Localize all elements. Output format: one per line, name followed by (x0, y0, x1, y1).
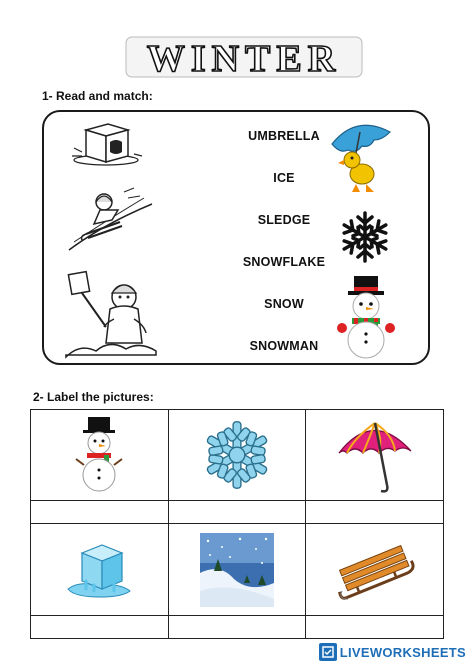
match-word-snowflake[interactable]: SNOWFLAKE (242, 255, 326, 269)
match-box (42, 110, 430, 365)
answer-field-4[interactable] (31, 615, 169, 638)
answer-field-1[interactable] (31, 501, 169, 524)
picture-cell-snow (168, 524, 306, 615)
snow-scene-icon (200, 533, 274, 607)
answer-field-2[interactable] (168, 501, 306, 524)
match-word-umbrella[interactable]: UMBRELLA (248, 129, 320, 143)
answer-field-6[interactable] (306, 615, 444, 638)
label-table (30, 409, 444, 639)
snowflake-black-icon[interactable] (338, 210, 392, 264)
match-word-sledge[interactable]: SLEDGE (257, 213, 311, 227)
match-word-snowman[interactable]: SNOWMAN (249, 339, 319, 353)
match-word-ice[interactable]: ICE (273, 171, 295, 185)
umbrella-duck-icon[interactable] (326, 118, 396, 196)
worksheet-title (124, 33, 364, 81)
brand-name: LIVEWORKSHEETS (339, 644, 466, 660)
ice-cube-color-icon (64, 539, 134, 601)
shovelling-snow-icon[interactable] (62, 267, 158, 362)
answer-field-3[interactable] (306, 501, 444, 524)
snowflake-icon (198, 416, 276, 494)
ice-cube-icon[interactable] (66, 118, 144, 168)
section2-heading: 2- Label the pictures: (33, 390, 154, 404)
picture-cell-umbrella (306, 410, 444, 501)
picture-cell-snowflake (168, 410, 306, 501)
match-word-snow[interactable]: SNOW (264, 297, 304, 311)
snowman-color-icon[interactable] (334, 274, 398, 360)
picture-cell-ice (31, 524, 169, 615)
umbrella-icon (333, 415, 417, 495)
liveworksheets-logo-icon (319, 643, 337, 661)
title-text: WINTER (146, 38, 342, 80)
sledging-kid-icon[interactable] (64, 184, 154, 254)
answer-field-5[interactable] (168, 615, 306, 638)
snowman-icon (74, 415, 124, 495)
picture-cell-sledge (306, 524, 444, 615)
sledge-icon (332, 537, 418, 603)
section1-heading: 1- Read and match: (42, 89, 153, 103)
footer-brand (319, 641, 466, 663)
picture-cell-snowman (31, 410, 169, 501)
